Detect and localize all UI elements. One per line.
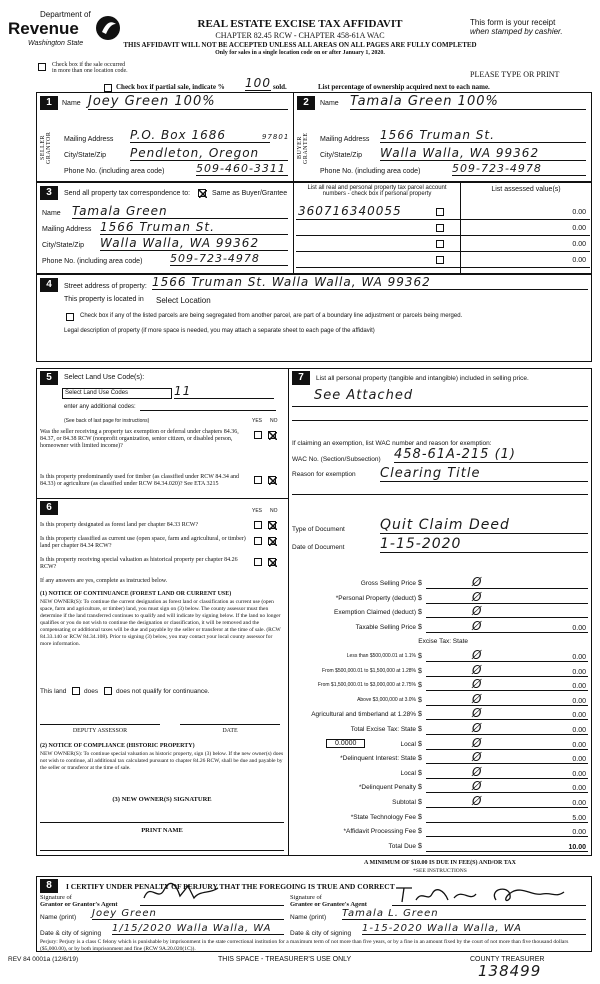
- tax-row: [292, 589, 588, 608]
- tax-row-value[interactable]: 0.00: [572, 624, 586, 632]
- additional-codes-line[interactable]: [140, 410, 276, 411]
- tax-row: [292, 841, 588, 856]
- tax-row-value[interactable]: 0.00: [572, 799, 586, 807]
- please-print: PLEASE TYPE OR PRINT: [470, 70, 560, 79]
- grantor-name-label: Name (print): [40, 914, 77, 921]
- this-land-label: This land: [40, 688, 67, 695]
- tax-row: [292, 720, 588, 739]
- tax-row-field[interactable]: [426, 836, 588, 837]
- dollar-sign: $: [418, 580, 422, 587]
- timber-no-checkbox[interactable]: [268, 476, 276, 484]
- assessed-value[interactable]: 0.00: [572, 225, 586, 232]
- tax-row-field[interactable]: [426, 632, 588, 633]
- yes-header-6: YES: [252, 508, 263, 514]
- tax-row-field[interactable]: [426, 603, 588, 604]
- current-use-question: Is this property classified as current use (open space, farm and agricultural, or timber) land per chapter 84.34 RCW?: [40, 536, 246, 549]
- parcel-number[interactable]: 360716340055: [298, 204, 402, 218]
- personal-property-list-value[interactable]: See Attached: [314, 388, 414, 403]
- tax-row: [292, 779, 588, 797]
- grantor-signature[interactable]: [140, 880, 280, 904]
- personal-property-checkbox[interactable]: [436, 240, 444, 248]
- land-use-label: Select Land Use Code(s):: [64, 374, 145, 381]
- tax-row-handwriting: Ø: [472, 720, 483, 735]
- tax-row-value[interactable]: 0.00: [572, 785, 586, 793]
- seller-phone-value[interactable]: 509-460-3311: [196, 162, 288, 176]
- minimum-due-note: A MINIMUM OF $10.00 IS DUE IN FEE(S) AND/OR TAX: [364, 860, 516, 866]
- corr-mail-value[interactable]: 1566 Truman St.: [100, 220, 288, 235]
- tax-row-field[interactable]: [426, 851, 588, 852]
- tax-row-label: *Delinquent Penalty: [358, 784, 416, 792]
- land-does-checkbox[interactable]: [72, 687, 80, 695]
- section-4-number: 4: [40, 278, 58, 292]
- tax-row-label: *Delinquent Interest: State: [340, 755, 416, 763]
- tax-row-handwriting: Ø: [472, 779, 483, 794]
- tax-row-label: Total Due: [388, 842, 416, 850]
- seller-city-value[interactable]: Pendleton, Oregon: [130, 146, 288, 161]
- pp-line-2[interactable]: [292, 420, 588, 421]
- grantee-signature-label: [290, 894, 367, 908]
- section-3-number: 3: [40, 186, 58, 200]
- legal-description-label: Legal description of property (if more space is needed, you may attach a separate sheet to each page of the affidavit): [64, 328, 375, 334]
- notice-continuance-heading: (1) NOTICE OF CONTINUANCE (FOREST LAND OR CURRENT USE): [40, 591, 232, 597]
- new-owner-signature-line[interactable]: [40, 822, 284, 823]
- buyer-phone-value[interactable]: 509-723-4978: [452, 162, 586, 176]
- tax-row: [292, 750, 588, 768]
- additional-codes-label: enter any additional codes:: [64, 404, 136, 410]
- multi-location-checkbox[interactable]: [38, 63, 46, 71]
- see-instructions-5: (See back of last page for instructions): [64, 418, 150, 424]
- dollar-sign: $: [418, 623, 422, 631]
- tax-row-value[interactable]: 0.00: [572, 668, 586, 676]
- grantor-name-value[interactable]: Joey Green: [92, 908, 284, 920]
- form-warning: THIS AFFIDAVIT WILL NOT BE ACCEPTED UNLESS ALL AREAS ON ALL PAGES ARE FULLY COMPLETED: [123, 41, 477, 49]
- no-header-5: NO: [270, 418, 278, 424]
- corr-city-label: City/State/Zip: [42, 242, 85, 249]
- tax-row: [292, 618, 588, 637]
- tax-row-label: *State Technology Fee: [350, 813, 416, 821]
- revenue-seal-icon: [94, 14, 122, 42]
- buyer-mail-label: Mailing Address: [320, 136, 370, 143]
- same-as-buyer-label: Same as Buyer/Grantee: [212, 190, 288, 197]
- section-5-number: 5: [40, 371, 58, 385]
- location-select[interactable]: Select Location: [156, 296, 211, 305]
- corr-name-label: Name: [42, 210, 61, 217]
- perjury-notice: Perjury: Perjury is a class C felony which is punishable by imprisonment in the state correctional institution for a maximum term of not more than five years, or by a fine in an amount fixed by the court of not more than five thousand dollars ($5,000.00), or by both imprisonment and fine (RCW 9A.20.020(1C)).: [40, 939, 569, 952]
- assessed-header: List assessed value(s): [491, 186, 561, 193]
- deputy-date-label: DATE: [222, 728, 238, 734]
- personal-property-checkbox[interactable]: [436, 224, 444, 232]
- list-percentage-label: List percentage of ownership acquired next to each name.: [318, 83, 490, 91]
- pp-line-1[interactable]: [292, 406, 588, 407]
- tax-row-value[interactable]: 0.00: [572, 770, 586, 778]
- notice-continuance-body: NEW OWNER(S): To continue the current designation as forest land or classification as current use (open space, farm and agriculture, or timber) land, you must sign on (3) below. The county assessor must then determine if the land transferred continues to qualify and will indicate by signing below. If the land no longer qualifies or you do not wish to continue the designation or classification, it will be removed and the compensating or additional taxes will be due and payable by the seller or transferor at the time of sale. (RCW 84.33.140 or RCW 84.34.108). Prior to signing (3) below, you may contact your local county assessor for more information.: [40, 599, 281, 647]
- tax-row-label: *Affidavit Processing Fee: [343, 828, 416, 836]
- buyer-phone-label: Phone No. (including area code): [320, 168, 421, 175]
- grantor-signature-label: [40, 894, 118, 908]
- divider-5-7: [288, 368, 289, 856]
- tax-row-handwriting: Ø: [472, 662, 483, 677]
- tax-row-field[interactable]: [426, 792, 588, 793]
- section-6-rule: [36, 498, 288, 499]
- tax-row-label: Less than $500,000.01 at 1.1%: [346, 652, 416, 659]
- located-label: This property is located in: [64, 296, 144, 303]
- corr-phone-value[interactable]: 509-723-4978: [170, 252, 288, 266]
- receipt-line-1: This form is your receipt: [470, 18, 556, 27]
- parcel-row: [296, 204, 590, 220]
- dollar-sign: $: [418, 798, 422, 806]
- tax-row: [292, 735, 588, 754]
- street-value[interactable]: 1566 Truman St. Walla Walla, WA 99362: [152, 275, 588, 290]
- dollar-sign: $: [418, 594, 422, 602]
- parcel-header: List all real and personal property tax parcel account numbers - check box if personal property: [307, 185, 447, 197]
- tax-row-value[interactable]: 0.00: [572, 683, 586, 691]
- reason-line-2[interactable]: [292, 494, 588, 495]
- grantee-signature-line: [392, 905, 586, 906]
- seller-city-label: City/State/Zip: [64, 152, 107, 159]
- grantor-date-label: Date & city of signing: [40, 930, 102, 937]
- grantee-sig-line-2: Grantee or Grantee's Agent: [290, 901, 367, 908]
- tax-row-label: Subtotal: [392, 798, 416, 806]
- yes-header-5: YES: [252, 418, 263, 424]
- seller-zip-note: 97801: [262, 133, 290, 141]
- tax-row-value[interactable]: 0.00: [572, 726, 586, 734]
- tax-row-field[interactable]: [426, 807, 588, 808]
- grantor-signature-line: [140, 905, 284, 906]
- doc-type-label: Type of Document: [292, 526, 345, 533]
- buyer-grantee-label: BUYER GRANTEE: [297, 132, 309, 164]
- tax-row: [292, 826, 588, 841]
- dollar-sign: $: [418, 755, 422, 763]
- assessed-value[interactable]: 0.00: [572, 209, 586, 216]
- section-1-number: 1: [40, 96, 58, 110]
- divider-3: [293, 182, 294, 274]
- county-treasurer-label: COUNTY TREASURER: [470, 956, 545, 963]
- partial-sale-label: Check box if partial sale, indicate %: [116, 83, 225, 91]
- sold-label: sold.: [273, 83, 287, 91]
- tax-row-value[interactable]: 5.00: [572, 814, 586, 822]
- no-header-6: NO: [270, 508, 278, 514]
- corr-mail-label: Mailing Address: [42, 226, 92, 233]
- tax-row-handwriting: Ø: [472, 793, 483, 808]
- wac-value[interactable]: 458-61A-215 (1): [394, 447, 588, 463]
- assessed-value[interactable]: 0.00: [572, 241, 586, 248]
- personal-property-checkbox[interactable]: [436, 256, 444, 264]
- tax-row-label: Above $3,000,000 at 3.0%: [357, 696, 416, 703]
- segregated-checkbox[interactable]: [66, 313, 74, 321]
- forest-question: Is this property designated as forest land per chapter 84.33 RCW?: [40, 522, 199, 528]
- deputy-assessor-label: DEPUTY ASSESSOR: [72, 728, 128, 734]
- personal-property-checkbox[interactable]: [436, 208, 444, 216]
- wac-label: WAC No. (Section/Subsection): [292, 456, 381, 463]
- state-label: Washington State: [28, 40, 84, 47]
- segregated-label: Check box if any of the listed parcels are being segregated from another parcel, are part of a boundary line adjustment or parcels being merged.: [80, 313, 463, 319]
- seller-mail-value[interactable]: P.O. Box 1686: [130, 128, 270, 143]
- tax-row-label: Gross Selling Price: [360, 580, 416, 587]
- tax-row: [292, 691, 588, 710]
- print-name-label: PRINT NAME: [141, 827, 183, 834]
- tax-row: [292, 812, 588, 827]
- tax-row-field[interactable]: [426, 734, 588, 735]
- form-title: REAL ESTATE EXCISE TAX AFFIDAVIT: [197, 18, 403, 30]
- grantor-date-value[interactable]: 1/15/2020 Walla Walla, WA: [112, 923, 284, 935]
- parcel-list: [296, 204, 590, 268]
- partial-sale-checkbox[interactable]: [104, 84, 112, 92]
- timber-yes-checkbox[interactable]: [254, 476, 262, 484]
- tax-row-value[interactable]: 0.00: [572, 829, 586, 837]
- revenue-wordmark: Revenue: [8, 19, 79, 38]
- exemption-no-checkbox[interactable]: [268, 431, 276, 439]
- if-yes-note: If any answers are yes, complete as instructed below.: [40, 578, 168, 584]
- dollar-sign: $: [418, 725, 422, 733]
- tax-row-field[interactable]: [426, 661, 588, 662]
- local-rate-box[interactable]: 0.0000: [326, 739, 365, 748]
- buyer-name-label: Name: [320, 100, 339, 107]
- grantee-signature[interactable]: [392, 880, 572, 906]
- section-2-number: 2: [297, 96, 315, 110]
- tax-row-label: Local: [400, 769, 416, 777]
- tax-row-handwriting: Ø: [472, 677, 483, 692]
- exemption-question: Was the seller receiving a property tax exemption or deferral under chapters 84.36, 84.37, or 84.38 RCW (nonprofit organization, senior citizen, or disabled person, homeowner with limited income)?: [40, 429, 239, 449]
- reason-value[interactable]: Clearing Title: [380, 466, 588, 482]
- notice-compliance-body: NEW OWNER(S): To continue special valuation as historic property, sign (3) below. If the new owner(s) does not wish to continue, all additional tax calculated pursuant to chapter 84.26 RCW, shall be due and payable by the seller or transferor at the time of sale.: [40, 751, 284, 771]
- dollar-sign: $: [418, 682, 422, 690]
- divider-1-2: [293, 92, 294, 182]
- tax-row-label: *Personal Property (deduct): [335, 594, 416, 602]
- seller-grantor-label: SELLER GRANTOR: [40, 131, 52, 165]
- corr-phone-label: Phone No. (including area code): [42, 258, 143, 265]
- tax-row-label: Taxable Selling Price: [355, 623, 416, 631]
- tax-row-field[interactable]: [426, 763, 588, 764]
- tax-row-handwriting: Ø: [472, 647, 483, 662]
- doc-type-value[interactable]: Quit Claim Deed: [380, 517, 588, 534]
- tax-row: [292, 647, 588, 666]
- tax-row-handwriting: Ø: [472, 618, 483, 633]
- timber-question: Is this property predominantly used for timber (as classified under RCW 84.34 and 84.33) or agriculture (as classified under RCW 84.34.020)? See ETA 3215: [40, 474, 240, 487]
- receipt-line-2: when stamped by cashier.: [470, 27, 563, 36]
- section-7-number: 7: [292, 371, 310, 385]
- seller-name-value[interactable]: Joey Green 100%: [88, 94, 288, 110]
- parcel-row: [296, 220, 590, 236]
- historic-question: Is this property receiving special valuation as historical property per chapter 84.26 RCW?: [40, 557, 238, 570]
- tax-row-handwriting: Ø: [472, 691, 483, 706]
- tax-row: [292, 662, 588, 681]
- exemption-yes-checkbox[interactable]: [254, 431, 262, 439]
- section-6-number: 6: [40, 501, 58, 515]
- personal-property-list-label: List all personal property (tangible and intangible) included in selling price.: [316, 375, 529, 382]
- seller-name-label: Name: [62, 100, 81, 107]
- tax-row-value[interactable]: 0.00: [572, 697, 586, 705]
- street-label: Street address of property:: [64, 283, 147, 290]
- tax-row-value[interactable]: 10.00: [568, 843, 586, 851]
- does-label: does: [84, 688, 99, 695]
- tax-row-label: From $500,000.01 to $1,500,000 at 1.28%: [322, 667, 416, 674]
- see-instructions-7: *SEE INSTRUCTIONS: [413, 868, 467, 874]
- current-use-yes-checkbox[interactable]: [254, 537, 262, 545]
- land-does-not-checkbox[interactable]: [104, 687, 112, 695]
- tax-row-field[interactable]: [426, 617, 588, 618]
- tax-row: [292, 764, 588, 783]
- tax-row-label: Local: [400, 740, 416, 748]
- tax-row-label: Agricultural and timberland at 1.28%: [311, 711, 416, 719]
- tax-row-label: Total Excise Tax: State: [350, 725, 416, 733]
- grantee-date-value[interactable]: 1-15-2020 Walla Walla, WA: [362, 923, 586, 935]
- corr-city-value[interactable]: Walla Walla, WA 99362: [100, 236, 288, 251]
- grantee-date-label: Date & city of signing: [290, 930, 352, 937]
- tax-row-field[interactable]: [426, 690, 588, 691]
- historic-yes-checkbox[interactable]: [254, 558, 262, 566]
- dollar-sign: $: [418, 813, 422, 821]
- notice-compliance-heading: (2) NOTICE OF COMPLIANCE (HISTORIC PROPERTY): [40, 743, 195, 749]
- treasurer-stamp-number: 138499: [478, 962, 542, 980]
- dept-label: Department of: [40, 10, 91, 19]
- dollar-sign: $: [418, 784, 422, 792]
- tax-row-handwriting: Ø: [472, 575, 483, 589]
- grantee-sig-line-1: Signature of: [290, 894, 322, 901]
- buyer-name-value[interactable]: Tamala Green 100%: [350, 94, 586, 110]
- dollar-sign: $: [418, 696, 422, 704]
- parcel-row: [296, 236, 590, 252]
- parcel-row: [296, 252, 590, 268]
- form-chapter: CHAPTER 82.45 RCW - CHAPTER 458-61A WAC: [215, 31, 385, 40]
- grantee-name-label: Name (print): [290, 914, 327, 921]
- form-only: Only for sales in a single location code on or after January 1, 2020.: [215, 50, 385, 56]
- tax-row: [292, 636, 588, 651]
- tax-row-handwriting: Ø: [472, 764, 483, 779]
- tax-row-field[interactable]: [426, 705, 588, 706]
- grantor-sig-line-2: Grantor or Grantor's Agent: [40, 901, 118, 908]
- partial-sale-percent[interactable]: 100: [245, 76, 271, 90]
- forest-yes-checkbox[interactable]: [254, 521, 262, 529]
- tax-row-field[interactable]: [426, 719, 588, 720]
- same-as-buyer-checkbox[interactable]: [198, 189, 206, 197]
- corr-name-value[interactable]: Tamala Green: [72, 204, 288, 219]
- send-correspondence-label: Send all property tax correspondence to:: [64, 190, 191, 197]
- tax-row-field[interactable]: [426, 749, 588, 750]
- forest-no-checkbox[interactable]: [268, 521, 276, 529]
- tax-row-value[interactable]: 0.00: [572, 756, 586, 764]
- tax-row-value[interactable]: 0.00: [572, 712, 586, 720]
- section-8-number: 8: [40, 879, 58, 893]
- tax-row-label: Exemption Claimed (deduct): [333, 609, 416, 617]
- claim-exemption-label: If claiming an exemption, list WAC number and reason for exemption:: [292, 440, 492, 447]
- doc-date-label: Date of Document: [292, 544, 345, 551]
- dollar-sign: $: [418, 828, 422, 836]
- buyer-mail-value[interactable]: 1566 Truman St.: [380, 128, 586, 143]
- tax-row-label: From $1,500,000.01 to $3,000,000 at 2.75%: [317, 682, 416, 689]
- tax-row: [292, 793, 588, 812]
- tax-row-label: Excise Tax: State: [418, 638, 468, 646]
- tax-row-handwriting: Ø: [472, 604, 483, 619]
- tax-row-handwriting: Ø: [472, 735, 483, 750]
- dollar-sign: $: [418, 842, 422, 850]
- deputy-date-line[interactable]: [180, 724, 280, 725]
- certify-statement: I CERTIFY UNDER PENALTY OF PERJURY THAT THE FOREGOING IS TRUE AND CORRECT: [66, 882, 395, 891]
- dollar-sign: $: [418, 769, 422, 777]
- tax-rows: [292, 575, 588, 855]
- tax-row-field[interactable]: [426, 676, 588, 677]
- multi-location-line-1: Check box if the sale occurred: [52, 62, 126, 68]
- multi-location-label: [52, 62, 128, 74]
- tax-row-field[interactable]: [426, 588, 588, 589]
- dollar-sign: $: [418, 667, 422, 675]
- multi-location-line-2: in more than one location code.: [52, 68, 128, 74]
- land-use-select[interactable]: Select Land Use Codes: [62, 388, 172, 399]
- land-use-value[interactable]: 11: [174, 384, 274, 399]
- doc-date-value[interactable]: 1-15-2020: [380, 536, 588, 553]
- deputy-assessor-line[interactable]: [40, 724, 160, 725]
- receipt-note: [470, 18, 563, 36]
- print-name-line[interactable]: [40, 850, 284, 851]
- tax-row-field[interactable]: [426, 822, 588, 823]
- tax-row-field[interactable]: [426, 778, 588, 779]
- seller-phone-label: Phone No. (including area code): [64, 168, 165, 175]
- tax-row: [292, 677, 588, 695]
- buyer-city-value[interactable]: Walla Walla, WA 99362: [380, 146, 586, 161]
- tax-row-handwriting: Ø: [472, 706, 483, 721]
- new-owner-signature-label: (3) NEW OWNER(S) SIGNATURE: [112, 796, 212, 803]
- form-revision: REV 84 0001a (12/6/19): [8, 956, 79, 963]
- treasurer-space-label: THIS SPACE - TREASURER'S USE ONLY: [218, 956, 352, 963]
- tax-row-handwriting: Ø: [472, 589, 483, 604]
- tax-row-value[interactable]: 0.00: [572, 741, 586, 749]
- does-not-qualify-label: does not qualify for continuance.: [116, 688, 210, 695]
- dollar-sign: $: [418, 609, 422, 617]
- assessed-value[interactable]: 0.00: [572, 257, 586, 264]
- reason-label: Reason for exemption: [292, 471, 356, 478]
- tax-row-value[interactable]: 0.00: [572, 653, 586, 661]
- dollar-sign: $: [418, 740, 422, 748]
- historic-no-checkbox[interactable]: [268, 558, 276, 566]
- tax-row: [292, 575, 588, 593]
- seller-mail-label: Mailing Address: [64, 136, 114, 143]
- dollar-sign: $: [418, 711, 422, 719]
- current-use-no-checkbox[interactable]: [268, 537, 276, 545]
- buyer-city-label: City/State/Zip: [320, 152, 363, 159]
- tax-row-handwriting: Ø: [472, 750, 483, 765]
- grantee-name-value[interactable]: Tamala L. Green: [342, 908, 586, 920]
- dollar-sign: $: [418, 652, 422, 660]
- grantor-sig-line-1: Signature of: [40, 894, 72, 901]
- tax-row: [292, 604, 588, 622]
- tax-row: [292, 706, 588, 724]
